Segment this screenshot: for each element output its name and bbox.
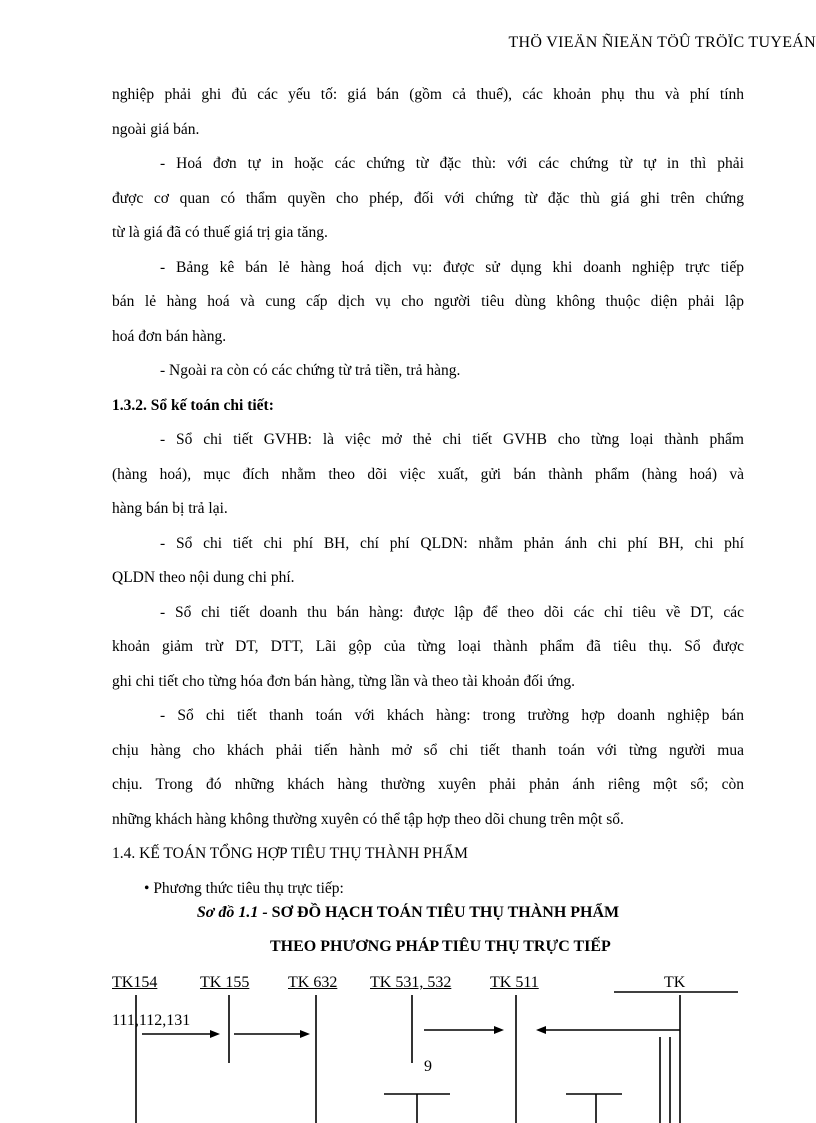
page-number: 9 xyxy=(424,1058,432,1075)
paragraph-line: - Sổ chi tiết chi phí BH, chí phí QLDN: nhằm phản ánh chi phí BH, chi phí xyxy=(160,534,744,552)
arrow-head-icon xyxy=(494,1026,504,1034)
paragraph-line: được cơ quan có thẩm quyền cho phép, đối với chứng từ đặc thù giá ghi trên chứng xyxy=(112,189,744,207)
arrow-head-icon xyxy=(536,1026,546,1034)
paragraph-line: chịu. Trong đó những khách hàng thường xuyên phải phản ánh riêng một sổ; còn xyxy=(112,776,744,793)
paragraph-line: - Hoá đơn tự in hoặc các chứng từ đặc thù: với các chứng từ tự in thì phải xyxy=(160,155,744,172)
paragraph-line: hoá đơn bán hàng. xyxy=(112,327,227,345)
paragraph-line: - Sổ chi tiết doanh thu bán hàng: được lập để theo dõi các chỉ tiêu về DT, các xyxy=(160,603,744,621)
paragraph-line: ngoài giá bán. xyxy=(112,120,200,138)
account-tk155: TK 155 xyxy=(200,974,250,991)
account-tk511: TK 511 xyxy=(490,974,539,991)
account-tk-cash-sub: 111,112,131 xyxy=(112,1012,191,1029)
paragraph-line: chịu hàng cho khách phải tiến hành mở sổ chi tiết thanh toán với từng người mua xyxy=(112,741,744,759)
paragraph-line: - Sổ chi tiết thanh toán với khách hàng: trong trường hợp doanh nghiệp bán xyxy=(160,707,744,724)
paragraph-line: - Bảng kê bán lẻ hàng hoá dịch vụ: được sử dụng khi doanh nghiệp trực tiếp xyxy=(160,258,744,276)
arrow-head-icon xyxy=(300,1030,310,1038)
page-header: THÖ VIEÄN ÑIEÄN TÖÛ TRÖÏC TUYEÁN xyxy=(508,34,816,51)
arrow-head-icon xyxy=(210,1030,220,1038)
paragraph-line: từ là giá đã có thuế giá trị gia tăng. xyxy=(112,224,328,241)
account-tk154: TK154 xyxy=(112,974,158,991)
paragraph-line: (hàng hoá), mục đích nhằm theo dõi việc xuất, gửi bán thành phẩm (hàng hoá) và xyxy=(112,465,744,483)
paragraph-line: ghi chi tiết cho từng hóa đơn bán hàng, từng lần và theo tài khoản đối ứng. xyxy=(112,672,576,690)
paragraph-line: QLDN theo nội dung chi phí. xyxy=(112,569,295,586)
bullet-text: Phương thức tiêu thụ trực tiếp: xyxy=(153,879,344,897)
account-tk-cash: TK xyxy=(664,974,686,991)
section-heading: 1.4. KẾ TOÁN TỔNG HỢP TIÊU THỤ THÀNH PHẨM xyxy=(112,845,468,862)
diagram-title-text: SƠ ĐỒ HẠCH TOÁN TIÊU THỤ THÀNH PHẨM xyxy=(271,904,620,921)
paragraph-line: bán lẻ hàng hoá và cung cấp dịch vụ cho người tiêu dùng không thuộc diện phải lập xyxy=(112,293,744,310)
diagram-title-line2: THEO PHƯƠNG PHÁP TIÊU THỤ TRỰC TIẾP xyxy=(270,938,611,955)
account-tk632: TK 632 xyxy=(288,974,338,991)
bullet-symbol: • xyxy=(144,879,150,897)
account-tk531-532: TK 531, 532 xyxy=(370,974,452,991)
section-heading: 1.3.2. Sổ kế toán chi tiết: xyxy=(112,396,274,414)
paragraph-line: khoản giảm trừ DT, DTT, Lãi gộp của từng loại thành phẩm đã tiêu thụ. Sổ được xyxy=(112,638,744,655)
paragraph-line: - Ngoài ra còn có các chứng từ trả tiền, trả hàng. xyxy=(160,362,461,379)
paragraph-line: - Sổ chi tiết GVHB: là việc mở thẻ chi tiết GVHB cho từng loại thành phẩm xyxy=(160,431,744,448)
paragraph-line: những khách hàng không thường xuyên có thể tập hợp theo dõi chung trên một sổ. xyxy=(112,810,624,828)
paragraph-line: nghiệp phải ghi đủ các yếu tố: giá bán (gồm cả thuế), các khoản phụ thu và phí tính xyxy=(112,86,744,103)
paragraph-line: hàng bán bị trả lại. xyxy=(112,500,228,517)
diagram-title-prefix: Sơ đồ 1.1 - xyxy=(196,904,268,921)
